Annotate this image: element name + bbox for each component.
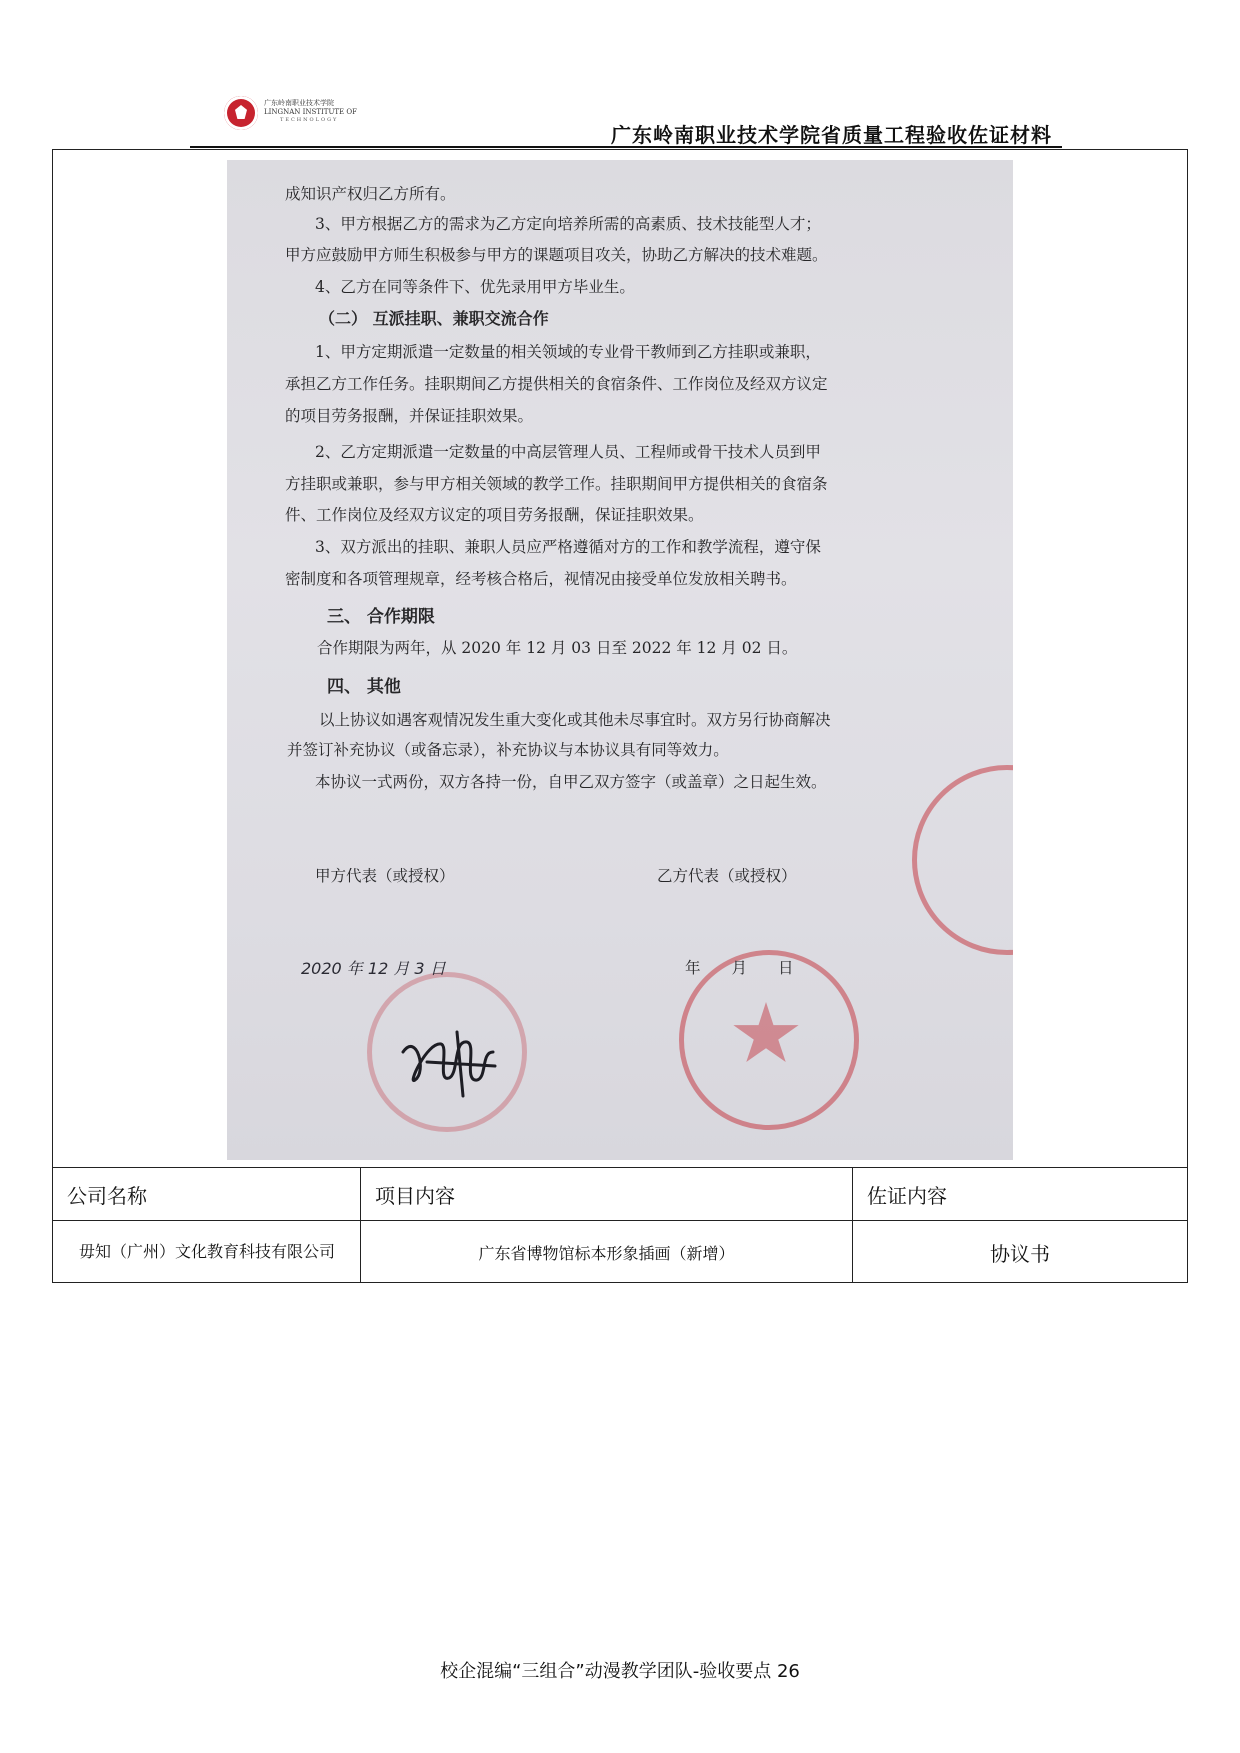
handwritten-signature-icon xyxy=(397,1022,507,1102)
doc-line: 并签订补充协议（或备忘录），补充协议与本协议具有同等效力。 xyxy=(287,741,729,759)
agreement-photo xyxy=(227,160,1013,1160)
doc-section-heading: （二） 互派挂职、兼职交流合作 xyxy=(319,309,549,328)
doc-section-heading: 三、 合作期限 xyxy=(327,607,435,627)
cell-evidence: 协议书 xyxy=(990,1241,1050,1266)
header-evidence: 佐证内容 xyxy=(867,1183,947,1208)
party-b-label: 乙方代表（或授权） xyxy=(657,867,797,885)
cell-project: 广东省博物馆标本形象插画（新增） xyxy=(478,1243,735,1263)
doc-line: 件、工作岗位及经双方议定的项目劳务报酬，保证挂职效果。 xyxy=(285,506,704,524)
doc-line: 密制度和各项管理规章，经考核合格后，视情况由接受单位发放相关聘书。 xyxy=(285,570,797,588)
doc-line: 1、甲方定期派遣一定数量的相关领域的专业骨干教师到乙方挂职或兼职， xyxy=(315,343,821,361)
seam-stamp-icon xyxy=(912,765,1013,955)
evidence-table xyxy=(52,149,1188,1283)
logo-english-name-2: TECHNOLOGY xyxy=(280,117,339,123)
doc-line: 4、乙方在同等条件下、优先录用甲方毕业生。 xyxy=(315,278,635,296)
header-company: 公司名称 xyxy=(67,1183,147,1208)
doc-line: 本协议一式两份，双方各持一份，自甲乙双方签字（或盖章）之日起生效。 xyxy=(315,773,827,791)
party-a-label: 甲方代表（或授权） xyxy=(315,867,455,885)
logo-english-name: LINGNAN INSTITUTE OF xyxy=(264,108,357,116)
doc-line: 成知识产权归乙方所有。 xyxy=(285,185,456,203)
doc-line: 2、乙方定期派遣一定数量的中高层管理人员、工程师或骨干技术人员到甲 xyxy=(315,443,821,461)
doc-line: 以上协议如遇客观情况发生重大变化或其他未尽事宜时。双方另行协商解决 xyxy=(319,711,831,729)
photo-cell xyxy=(53,150,1187,1167)
cell-company: 毋知（广州）文化教育科技有限公司 xyxy=(78,1242,335,1261)
page-footer: 校企混编“三组合”动漫教学团队-验收要点 26 xyxy=(440,1661,800,1682)
logo-chinese-name: 广东岭南职业技术学院 xyxy=(264,99,334,107)
doc-line: 方挂职或兼职，参与甲方相关领域的教学工作。挂职期间甲方提供相关的食宿条 xyxy=(285,475,828,493)
doc-line: 的项目劳务报酬，并保证挂职效果。 xyxy=(285,407,534,425)
college-logo xyxy=(224,94,357,134)
header-project: 项目内容 xyxy=(375,1183,455,1208)
college-seal-icon xyxy=(224,96,258,130)
doc-line: 3、甲方根据乙方的需求为乙方定向培养所需的高素质、技术技能型人才； xyxy=(315,215,821,233)
header-divider xyxy=(190,146,1062,148)
doc-line: 承担乙方工作任务。挂职期间乙方提供相关的食宿条件、工作岗位及经双方议定 xyxy=(285,375,828,393)
party-b-date: 年 月 日 xyxy=(685,959,794,977)
party-a-date: 2020 年 12 月 3 日 xyxy=(301,959,446,978)
doc-line: 合作期限为两年，从 2020 年 12 月 03 日至 2022 年 12 月 02 日。 xyxy=(317,639,798,657)
doc-line: 甲方应鼓励甲方师生积极参与甲方的课题项目攻关，协助乙方解决的技术难题。 xyxy=(285,246,828,264)
doc-line: 3、双方派出的挂职、兼职人员应严格遵循对方的工作和教学流程，遵守保 xyxy=(315,538,821,556)
page-header-title: 广东岭南职业技术学院省质量工程验收佐证材料 xyxy=(611,123,1052,147)
doc-section-heading: 四、 其他 xyxy=(327,677,401,697)
